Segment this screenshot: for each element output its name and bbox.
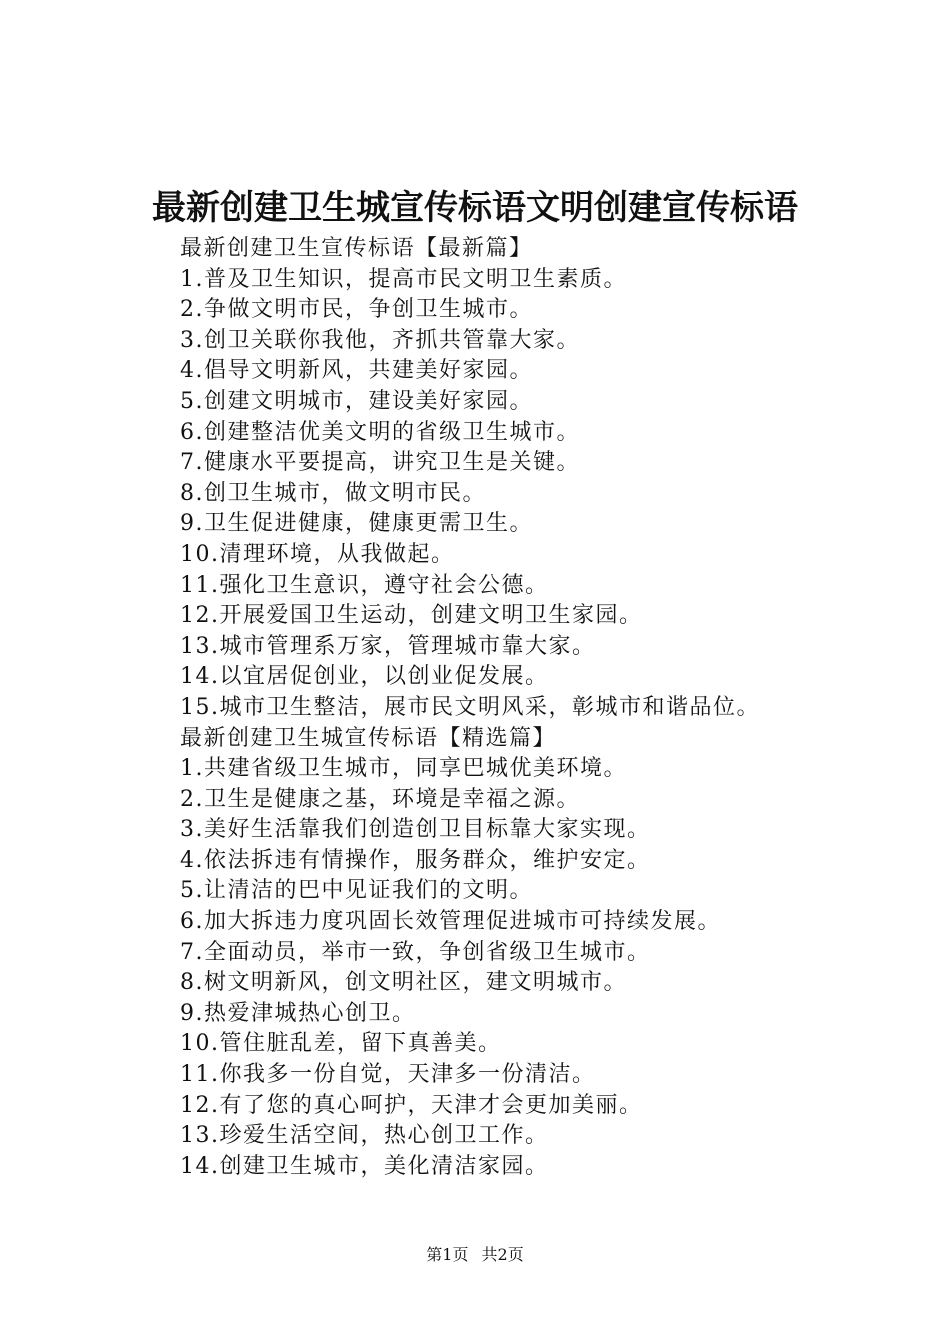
- list-item: 15.城市卫生整洁，展市民文明风采，彰城市和谐品位。: [180, 694, 760, 720]
- list-item: 14.以宜居促创业，以创业促发展。: [180, 664, 549, 690]
- page-footer: [0, 1244, 950, 1266]
- list-item: 6.创建整洁优美文明的省级卫生城市。: [180, 419, 580, 445]
- list-item: 8.树文明新风，创文明社区，建文明城市。: [180, 970, 627, 996]
- list-item: 13.城市管理系万家，管理城市靠大家。: [180, 633, 596, 659]
- list-item: 11.强化卫生意识，遵守社会公德。: [180, 572, 549, 598]
- list-item: 1.普及卫生知识，提高市民文明卫生素质。: [180, 266, 627, 292]
- section-heading: 最新创建卫生宣传标语【最新篇】: [180, 236, 533, 261]
- document-body: [180, 234, 880, 1182]
- list-item: 3.创卫关联你我他，齐抓共管靠大家。: [180, 327, 580, 353]
- list-item: 4.依法拆违有情操作，服务群众，维护安定。: [180, 847, 651, 873]
- page-title: 最新创建卫生城宣传标语文明创建宣传标语: [152, 188, 798, 228]
- list-item: 2.卫生是健康之基，环境是幸福之源。: [180, 786, 580, 812]
- list-item: 8.创卫生城市，做文明市民。: [180, 480, 486, 506]
- list-item: 9.热爱津城热心创卫。: [180, 1000, 416, 1026]
- list-item: 9.卫生促进健康，健康更需卫生。: [180, 511, 533, 537]
- list-item: 6.加大拆违力度巩固长效管理促进城市可持续发展。: [180, 909, 721, 935]
- list-item: 10.清理环境，从我做起。: [180, 541, 455, 567]
- list-item: 4.倡导文明新风，共建美好家园。: [180, 358, 533, 384]
- list-item: 12.有了您的真心呵护，天津才会更加美丽。: [180, 1092, 643, 1118]
- list-item: 7.全面动员，举市一致，争创省级卫生城市。: [180, 939, 651, 965]
- list-item: 7.健康水平要提高，讲究卫生是关键。: [180, 450, 580, 476]
- page-total: 共2页: [481, 1245, 524, 1264]
- list-item: 5.创建文明城市，建设美好家园。: [180, 388, 533, 414]
- list-item: 11.你我多一份自觉，天津多一份清洁。: [180, 1062, 596, 1088]
- list-item: 10.管住脏乱差，留下真善美。: [180, 1031, 502, 1057]
- list-item: 2.争做文明市民，争创卫生城市。: [180, 297, 533, 323]
- page-number: 第1页: [426, 1245, 469, 1264]
- list-item: 5.让清洁的巴中见证我们的文明。: [180, 878, 533, 904]
- list-item: 3.美好生活靠我们创造创卫目标靠大家实现。: [180, 817, 651, 843]
- section-heading: 最新创建卫生城宣传标语【精选篇】: [180, 725, 557, 751]
- list-item: 12.开展爱国卫生运动，创建文明卫生家园。: [180, 603, 643, 629]
- list-item: 1.共建省级卫生城市，同享巴城优美环境。: [180, 756, 627, 782]
- list-item: 13.珍爱生活空间，热心创卫工作。: [180, 1123, 549, 1149]
- list-item: 14.创建卫生城市，美化清洁家园。: [180, 1153, 549, 1179]
